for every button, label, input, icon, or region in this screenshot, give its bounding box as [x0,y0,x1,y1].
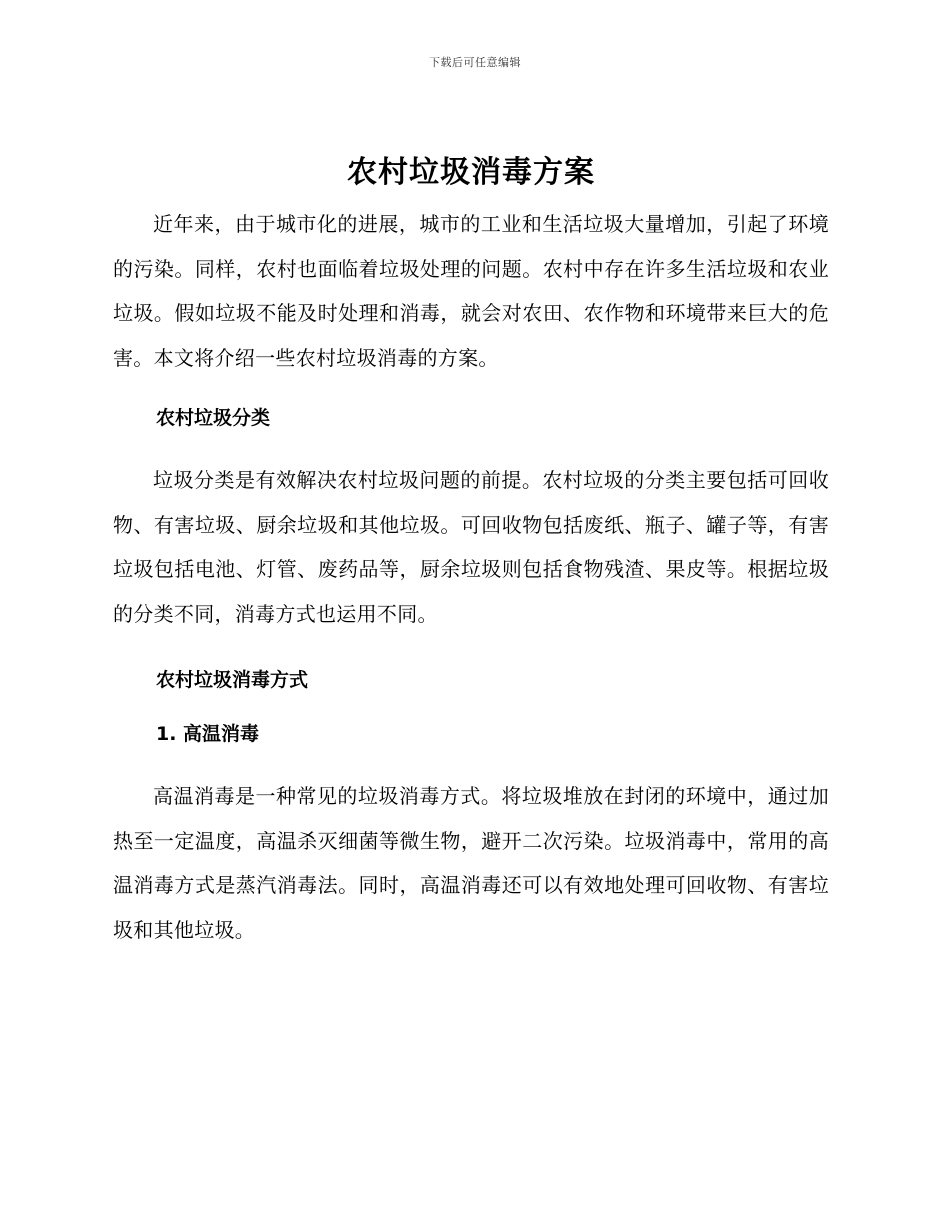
header-note: 下载后可任意编辑 [429,56,521,69]
subsection-heading-high-temperature: 1. 高温消毒 [156,723,260,745]
document-title: 农村垃圾消毒方案 [347,155,595,190]
spacer [113,636,829,669]
intro-paragraph: 近年来，由于城市化的进展，城市的工业和生活垃圾大量增加，引起了环境的污染。同样，农村也面临着垃圾处理的问题。农村中存在许多生活垃圾和农业垃圾。假如垃圾不能及时处理和消毒，就会对农田、农作物和环境带来巨大的危害。本文将介绍一些农村垃圾消毒的方案。 [113,212,829,370]
document-body [113,148,829,952]
high-temperature-paragraph: 高温消毒是一种常见的垃圾消毒方式。将垃圾堆放在封闭的环境中，通过加热至一定温度，高温杀灭细菌等微生物，避开二次污染。垃圾消毒中，常用的高温消毒方式是蒸汽消毒法。同时，高温消毒还可以有效地处理可回收物、有害垃圾和其他垃圾。 [113,784,829,942]
spacer [113,429,829,458]
spacer [113,691,829,723]
classification-paragraph: 垃圾分类是有效解决农村垃圾问题的前提。农村垃圾的分类主要包括可回收物、有害垃圾、厨余垃圾和其他垃圾。可回收物包括废纸、瓶子、罐子等，有害垃圾包括电池、灯管、废药品等，厨余垃圾则包括食物残渣、果皮等。根据垃圾的分类不同，消毒方式也运用不同。 [113,468,829,626]
section-heading-disinfection-methods: 农村垃圾消毒方式 [156,669,309,691]
spacer [113,745,829,774]
section-heading-classification: 农村垃圾分类 [156,407,271,429]
spacer [113,380,829,407]
